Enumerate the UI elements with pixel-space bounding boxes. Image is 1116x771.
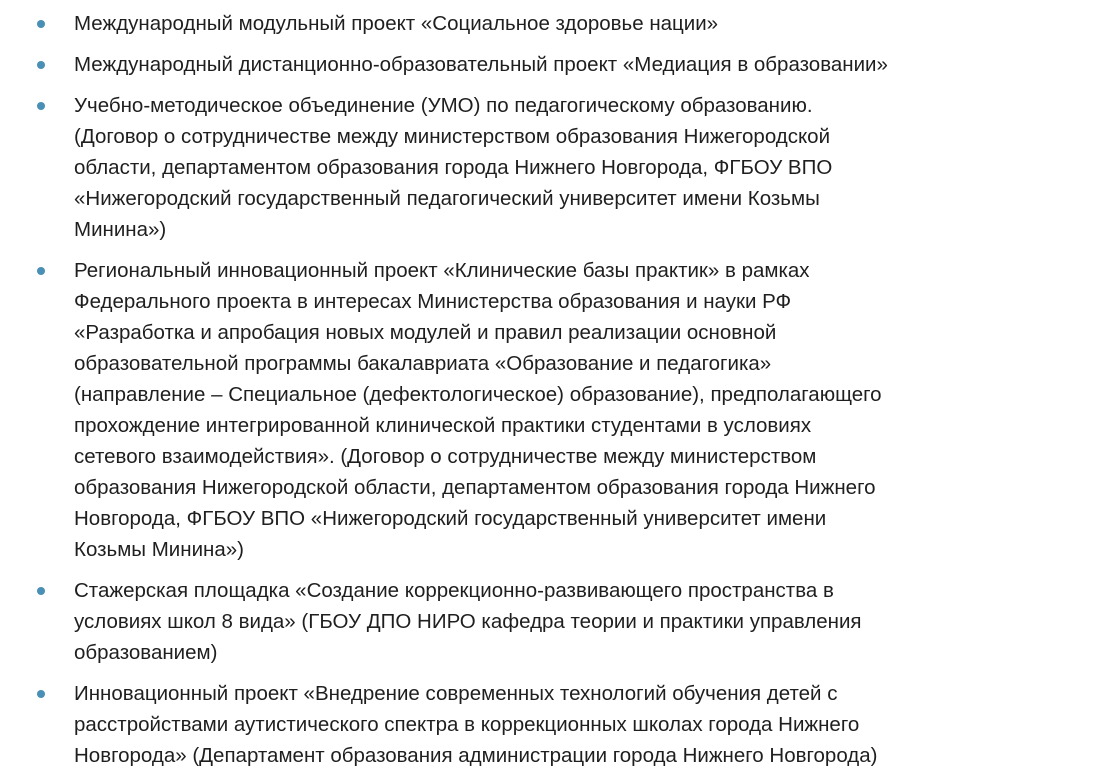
bullet-icon	[37, 20, 45, 28]
bullet-icon	[37, 267, 45, 275]
bullet-icon	[37, 690, 45, 698]
bullet-icon	[37, 61, 45, 69]
list-item-text: Стажерская площадка «Создание коррекционно-развивающего пространства в условиях школ 8 вида» (ГБОУ ДПО НИРО кафедра теории и практики управления образованием)	[74, 579, 862, 664]
list-item	[0, 49, 1116, 80]
list-item	[0, 678, 1116, 771]
list-item	[0, 575, 1116, 668]
list-item-text: Международный модульный проект «Социальное здоровье нации»	[74, 12, 719, 35]
list-item	[0, 255, 1116, 565]
list-item-text: Международный дистанционно-образовательный проект «Медиация в образовании»	[74, 53, 888, 76]
list-item	[0, 90, 1116, 245]
list-item-text: Учебно-методическое объединение (УМО) по педагогическому образованию. (Договор о сотрудничестве между министерством образования Нижегородской области, департаментом образования города Нижнего Новгорода, ФГБОУ ВПО «Нижегородский государственный педагогический университет имени Козьмы Минина»)	[74, 94, 833, 241]
bullet-icon	[37, 587, 45, 595]
list-item-text: Инновационный проект «Внедрение современных технологий обучения детей с расстройствами аутистического спектра в коррекционных школах города Нижнего Новгорода» (Департамент образования администрации города Нижнего Новгорода)	[74, 682, 878, 767]
list-item-text: Региональный инновационный проект «Клинические базы практик» в рамках Федерального проекта в интересах Министерства образования и науки РФ «Разработка и апробация новых модулей и правил реализации основной образовательной программы бакалавриата «Образование и педагогика» (направление – Специальное (дефектологическое) образование), предполагающего прохождение интегрированной клинической практики студентами в условиях сетевого взаимодействия». (Договор о сотрудничестве между министерством образования Нижегородской области, департаментом образования города Нижнего Новгорода, ФГБОУ ВПО «Нижегородский государственный университет имени Козьмы Минина»)	[74, 259, 882, 561]
list-item	[0, 8, 1116, 39]
bullet-icon	[37, 102, 45, 110]
